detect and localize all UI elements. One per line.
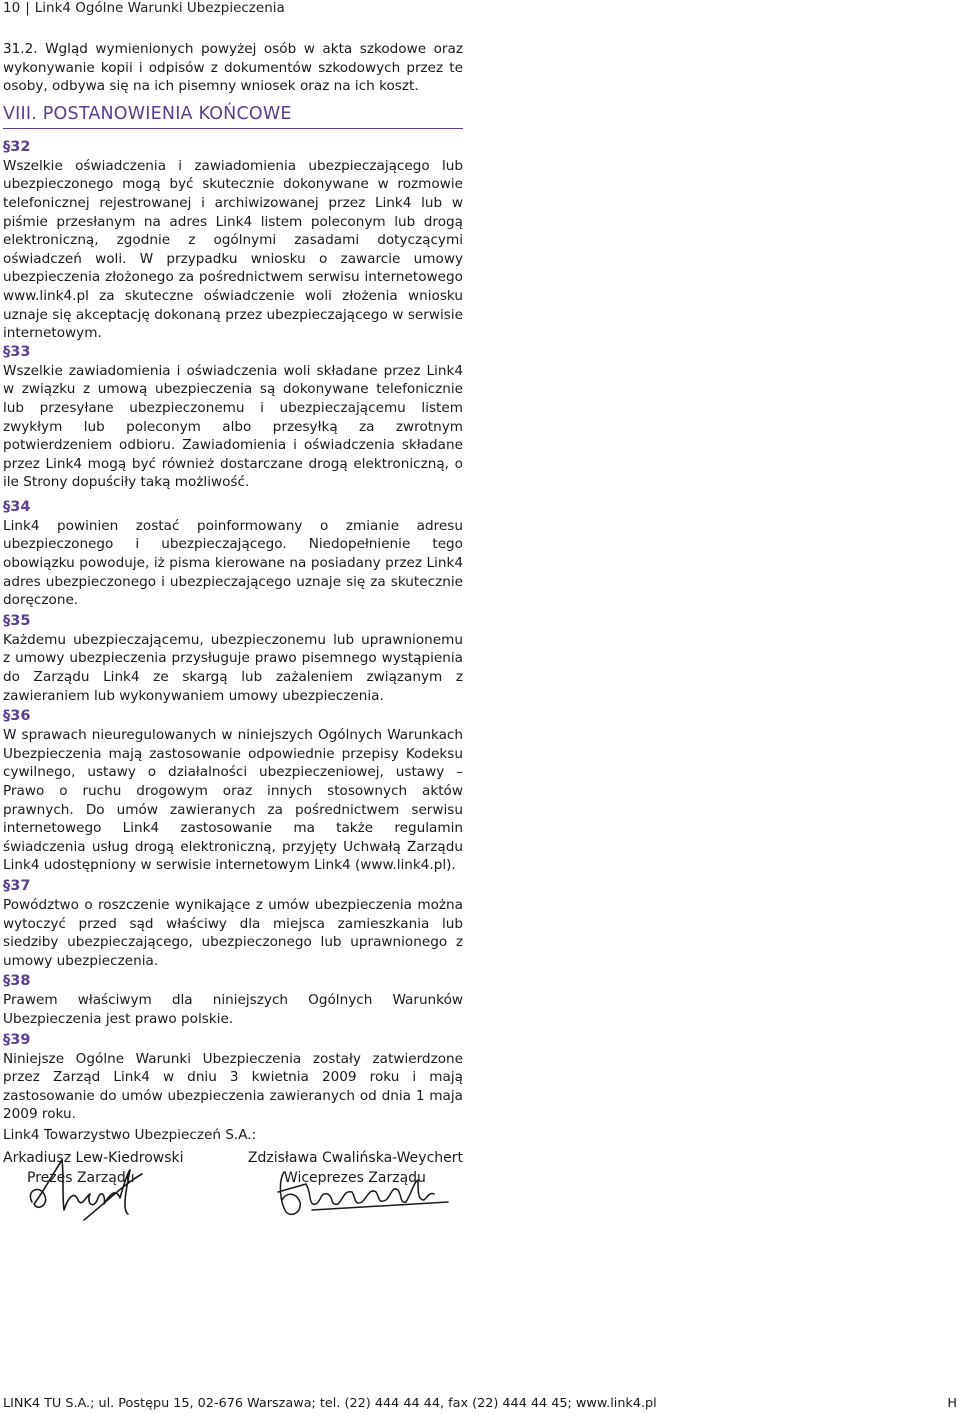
signatory-role: Prezes Zarządu (27, 1169, 135, 1186)
signatures (20, 1150, 460, 1220)
section-paragraph: Niniejsze Ogólne Warunki Ubezpieczenia zostały zatwierdzone przez Zarząd Link4 w dniu 3 kwietnia 2009 roku i mają zastosowanie do umów ubezpieczenia zawieranych od dnia 1 maja 2009 roku. (3, 1050, 463, 1123)
footer-mark: H (947, 1396, 957, 1411)
section-39 (3, 1031, 463, 1124)
section-32 (3, 138, 463, 343)
section-paragraph: Powództwo o roszczenie wynikające z umów ubezpieczenia można wytoczyć przed sąd właściwy dla miejsca zamieszkania lub siedziby ubezpieczającego, ubezpieczonego lub uprawnionego z umowy ubezpieczenia. (3, 896, 463, 969)
footer-address: LINK4 TU S.A.; ul. Postępu 15, 02-676 Warszawa; tel. (22) 444 44 44, fax (22) 444 44 45; www.link4.pl (3, 1396, 657, 1411)
page-footer (3, 1396, 957, 1412)
signature-president-image (24, 1154, 144, 1224)
running-head (3, 0, 285, 16)
section-heading: §32 (3, 138, 31, 155)
section-38 (3, 972, 463, 1028)
section-paragraph: Link4 powinien zostać poinformowany o zmianie adresu ubezpieczonego i ubezpieczającego. Niedopełnienie tego obowiązku powoduje, iż pisma kierowane na posiadany przez Link4 adres ubezpieczonego i ubezpieczającego uznaje się za skutecznie doręczone. (3, 517, 463, 609)
section-paragraph: W sprawach nieuregulowanych w niniejszych Ogólnych Warunkach Ubezpieczenia mają zastosowanie odpowiednie przepisy Kodeksu cywilnego, ustawy o działalności ubezpieczeniowej, ustawy – Prawo o ruchu drogowym oraz innych stosownych aktów prawnych. Do umów zawieranych za pośrednictwem serwisu internetowego Link4 zastosowanie ma także regulamin świadczenia usług drogą elektroniczną, przyjęty Uchwałą Zarządu Link4 udostępniony w serwisie internetowym Link4 (www.link4.pl). (3, 727, 463, 874)
section-36 (3, 707, 463, 875)
page-number: 10 (3, 0, 21, 16)
document-title: Link4 Ogólne Warunki Ubezpieczenia (34, 0, 285, 16)
header-separator: | (25, 0, 30, 16)
section-heading: §37 (3, 877, 31, 894)
signatory-role: Wiceprezes Zarządu (283, 1169, 426, 1186)
section-heading: §33 (3, 343, 31, 360)
section-paragraph: Prawem właściwym dla niniejszych Ogólnych Warunków Ubezpieczenia jest prawo polskie. (3, 992, 463, 1027)
signature-vice-president-image (272, 1162, 452, 1222)
section-paragraph: Wszelkie zawiadomienia i oświadczenia woli składane przez Link4 w związku z umową ubezpieczenia są dokonywane telefonicznie lub przesyłane ubezpieczonemu i ubezpieczającemu listem zwykłym lub poleconym albo przesyłką za zwrotnym potwierdzeniem odbioru. Zawiadomienia i oświadczenia składane przez Link4 mogą być również dostarczane drogą elektroniczną, o ile Strony dopuściły taką możliwość. (3, 362, 463, 491)
section-heading: §38 (3, 973, 31, 990)
section-paragraph: Wszelkie oświadczenia i zawiadomienia ubezpieczającego lub ubezpieczonego mogą być skutecznie dokonywane w rozmowie telefonicznej rejestrowanej i archiwizowanej przez Link4 lub w piśmie przesłanym na adres Link4 listem poleconym lub drogą elektroniczną, zgodnie z ogólnymi zasadami dotyczącymi oświadczeń woli. W przypadku wniosku o zawarcie umowy ubezpieczenia złożonego za pośrednictwem serwisu internetowego www.link4.pl za skuteczne oświadczenie woli złożenia wniosku uznaje się akceptację dokonaną przez ubezpieczającego w serwisie internetowym. (3, 157, 463, 342)
section-37 (3, 877, 463, 970)
section-33 (3, 343, 463, 492)
signatory-name: Arkadiusz Lew-Kiedrowski (3, 1149, 184, 1166)
company-name: Link4 Towarzystwo Ubezpieczeń S.A.: (3, 1126, 257, 1143)
section-35 (3, 612, 463, 705)
chapter-heading: VIII. POSTANOWIENIA KOŃCOWE (3, 103, 463, 129)
section-heading: §34 (3, 498, 31, 515)
signatory-name: Zdzisława Cwalińska-Weychert (247, 1149, 463, 1166)
section-heading: §36 (3, 708, 31, 725)
section-paragraph: Każdemu ubezpieczającemu, ubezpieczonemu lub uprawnionemu z umowy ubezpieczenia przysługuje prawo pisemnego wystąpienia do Zarządu Link4 ze skargą lub zażaleniem związanym z zawieraniem lub wykonywaniem umowy ubezpieczenia. (3, 631, 463, 704)
intro-paragraph: 31.2. Wgląd wymienionych powyżej osób w akta szkodowe oraz wykonywanie kopii i odpisów z dokumentów szkodowych przez te osoby, odbywa się na ich pisemny wniosek oraz na ich koszt. (3, 41, 463, 95)
section-heading: §39 (3, 1031, 31, 1048)
main-column (3, 40, 463, 1188)
section-34 (3, 498, 463, 610)
section-heading: §35 (3, 612, 31, 629)
